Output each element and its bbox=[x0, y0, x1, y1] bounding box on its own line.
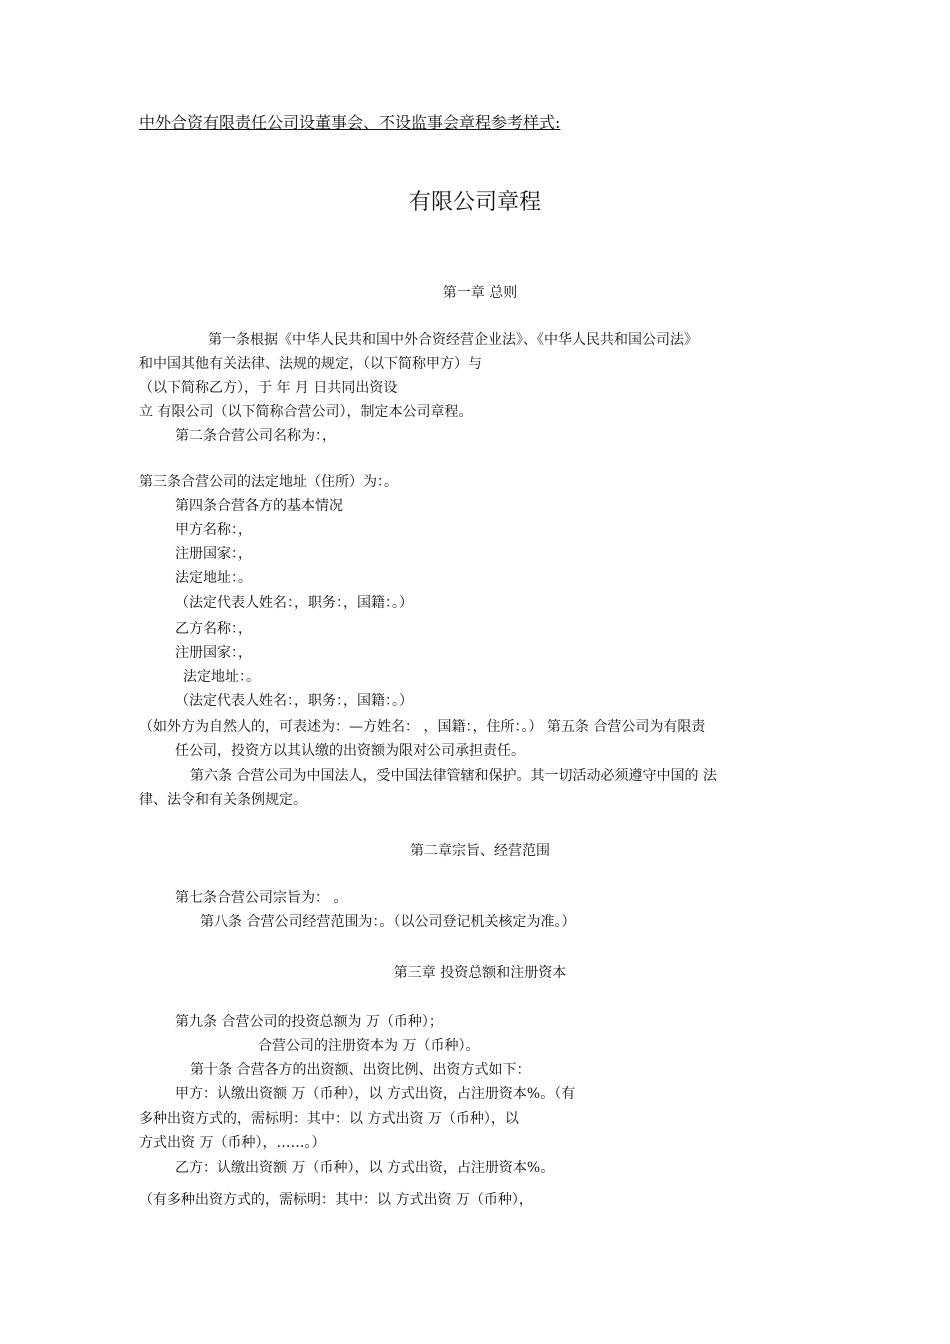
article-9-line-1: 第九条 合营公司的投资总额为 万（币种）； bbox=[175, 1014, 443, 1030]
party-a-contribution-line-3: 方式出资 万（币种），……。） bbox=[139, 1135, 326, 1151]
article-1-line-4: 立 有限公司（以下简称合营公司），制定本公司章程。 bbox=[139, 404, 473, 420]
party-a-contribution-line-2: 多种出资方式的，需标明：其中：以 方式出资 万（币种），以 bbox=[139, 1111, 519, 1127]
article-1-line-3: （以下简称乙方），于 年 月 日共同出资设 bbox=[139, 380, 398, 396]
article-8: 第八条 合营公司经营范围为：。（以公司登记机关核定为准。） bbox=[200, 914, 576, 930]
article-4: 第四条合营各方的基本情况 bbox=[175, 498, 343, 514]
article-1-line-2: 和中国其他有关法律、法规的规定，（以下简称甲方）与 bbox=[139, 356, 482, 372]
party-a-name: 甲方名称：， bbox=[175, 522, 252, 538]
document-heading: 中外合资有限责任公司设董事会、不设监事会章程参考样式: bbox=[139, 113, 561, 132]
article-1-line-1: 第一条根据《中华人民共和国中外合资经营企业法》、《中华人民共和国公司法》 bbox=[208, 332, 698, 348]
party-b-contribution-line-2: （有多种出资方式的，需标明：其中：以 方式出资 万（币种）， bbox=[139, 1192, 533, 1208]
party-a-representative: （法定代表人姓名：，职务：，国籍：。） bbox=[175, 595, 413, 611]
article-2: 第二条合营公司名称为：， bbox=[175, 428, 336, 444]
article-5-line-2: 任公司，投资方以其认缴的出资额为限对公司承担责任。 bbox=[175, 743, 525, 759]
article-6-line-2: 律、法令和有关条例规定。 bbox=[139, 792, 307, 808]
natural-person-note-and-article-5: （如外方为自然人的，可表述为：—方姓名： ，国籍：，住所：。） 第五条 合营公司为有限责 bbox=[139, 719, 706, 735]
document-title: 有限公司章程 bbox=[408, 190, 541, 215]
party-b-address: 法定地址：。 bbox=[183, 669, 260, 685]
party-b-name: 乙方名称：， bbox=[175, 621, 252, 637]
article-6-line-1: 第六条 合营公司为中国法人，受中国法律管辖和保护。其一切活动必须遵守中国的 法 bbox=[190, 768, 717, 784]
article-7: 第七条合营公司宗旨为： 。 bbox=[175, 890, 348, 906]
party-a-address: 法定地址：。 bbox=[175, 570, 252, 586]
chapter-heading-1: 第一章 总则 bbox=[442, 285, 518, 301]
chapter-heading-3: 第三章 投资总额和注册资本 bbox=[393, 965, 567, 981]
article-9-line-2: 合营公司的注册资本为 万（币种）。 bbox=[258, 1038, 480, 1054]
party-b-contribution-line-1: 乙方：认缴出资额 万（币种），以 方式出资，占注册资本%。 bbox=[175, 1160, 555, 1176]
party-a-country: 注册国家：， bbox=[175, 546, 252, 562]
chapter-heading-2: 第二章宗旨、经营范围 bbox=[410, 843, 550, 859]
party-b-country: 注册国家：， bbox=[175, 645, 252, 661]
article-10: 第十条 合营各方的出资额、出资比例、出资方式如下： bbox=[190, 1062, 531, 1078]
article-3: 第三条合营公司的法定地址（住所）为：。 bbox=[139, 474, 398, 490]
party-b-representative: （法定代表人姓名：，职务：，国籍：。） bbox=[175, 693, 413, 709]
party-a-contribution-line-1: 甲方：认缴出资额 万（币种），以 方式出资，占注册资本%。（有 bbox=[175, 1086, 576, 1102]
